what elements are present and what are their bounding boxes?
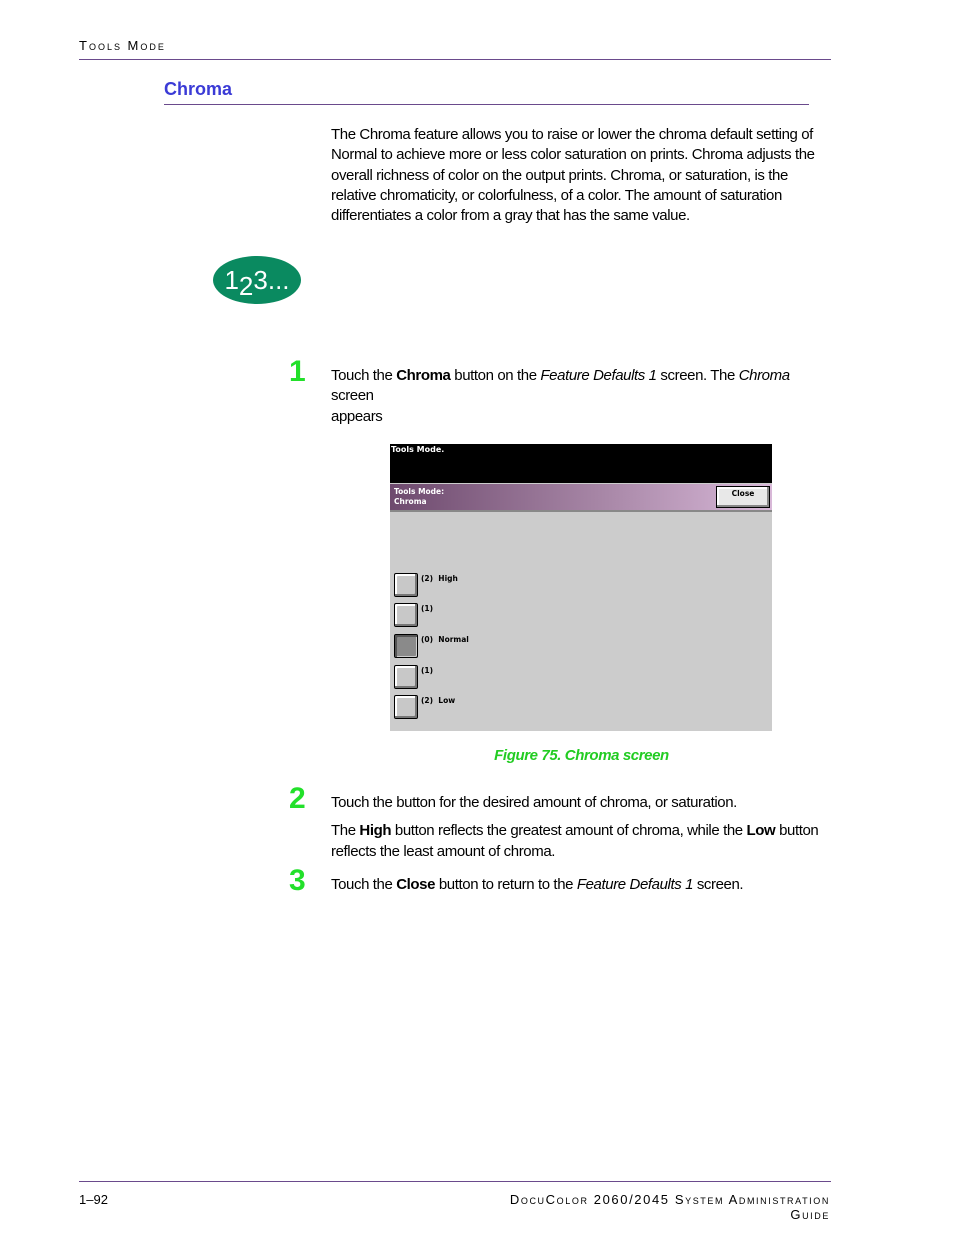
step-number: 2: [289, 782, 306, 815]
screen-top-title: Tools Mode.: [391, 445, 445, 454]
option-label: (2) High: [421, 574, 458, 583]
step-text: reflects the least amount of chroma.: [331, 842, 556, 860]
intro-line: Normal to achieve more or less color saturation on prints. Chroma adjusts the: [331, 146, 815, 164]
section-title: Chroma: [164, 79, 233, 99]
step-text: appears: [331, 407, 383, 425]
step-text: button: [775, 822, 819, 840]
step-text-bold: Low: [746, 822, 776, 840]
step-number: 3: [289, 864, 306, 897]
chroma-minus-1-button[interactable]: [394, 665, 418, 689]
chroma-low-button[interactable]: [394, 695, 418, 719]
close-button[interactable]: Close: [716, 486, 770, 508]
chroma-plus-1-button[interactable]: [394, 603, 418, 627]
step-text-bold: Close: [396, 876, 436, 893]
chroma-screen-figure: [390, 444, 772, 731]
option-label: (2) Low: [421, 696, 456, 705]
badge-digit: 2: [238, 270, 254, 301]
book-title: DocuColor 2060/2045 System Administration Guide: [509, 1192, 830, 1222]
banner-line-2: Chroma: [394, 497, 427, 506]
option-label: (1): [421, 604, 434, 613]
step-text-bold: High: [359, 822, 392, 840]
badge-digit: 3...: [253, 264, 290, 295]
step-text-bold: Chroma: [396, 367, 451, 384]
screen-banner: [390, 484, 772, 512]
intro-line: overall richness of color on the output prints. Chroma, or saturation, is the: [331, 166, 788, 184]
step-3-text: [331, 875, 831, 895]
step-text: button to return to the: [435, 876, 577, 893]
step-text: Touch the: [331, 876, 397, 893]
step-text: button on the: [450, 367, 541, 384]
badge-digit: 1: [224, 264, 239, 295]
step-text: screen: [331, 387, 374, 405]
section-title-rule: [164, 104, 809, 105]
step-text-italic: Feature Defaults 1: [576, 876, 694, 893]
step-text-italic: Feature Defaults 1: [540, 367, 657, 384]
step-text: Touch the: [331, 367, 397, 384]
option-label: (0) Normal: [421, 635, 469, 644]
step-text: Touch the button for the desired amount of chroma, or saturation.: [331, 794, 737, 811]
header-rule: [79, 59, 831, 60]
chroma-normal-button[interactable]: [394, 634, 418, 658]
step-text: screen. The: [656, 367, 739, 384]
step-2-text: [331, 793, 831, 862]
intro-line: relative chromaticity, or colorfulness, of a color. The amount of saturation: [331, 186, 782, 204]
step-text-italic: Chroma: [738, 367, 790, 384]
footer-rule: [79, 1181, 831, 1182]
chroma-high-button[interactable]: [394, 573, 418, 597]
option-label: (1): [421, 666, 434, 675]
step-text: The: [331, 822, 360, 840]
screen-top-bar: [390, 444, 772, 483]
figure-caption: Figure 75. Chroma screen: [494, 747, 669, 764]
page-number: 1–92: [79, 1192, 108, 1207]
intro-paragraph: [331, 125, 831, 226]
intro-line: differentiates a color from a gray that has the same value.: [331, 207, 690, 225]
banner-line-1: Tools Mode:: [394, 487, 445, 496]
running-head: Tools Mode: [79, 38, 166, 53]
step-text: button reflects the greatest amount of chroma, while the: [391, 822, 747, 840]
step-text: screen.: [693, 876, 744, 893]
step-number: 1: [289, 355, 306, 388]
intro-line: The Chroma feature allows you to raise or lower the chroma default setting of: [331, 126, 813, 143]
step-1-text: [331, 366, 831, 427]
procedure-badge-icon: [213, 256, 301, 304]
